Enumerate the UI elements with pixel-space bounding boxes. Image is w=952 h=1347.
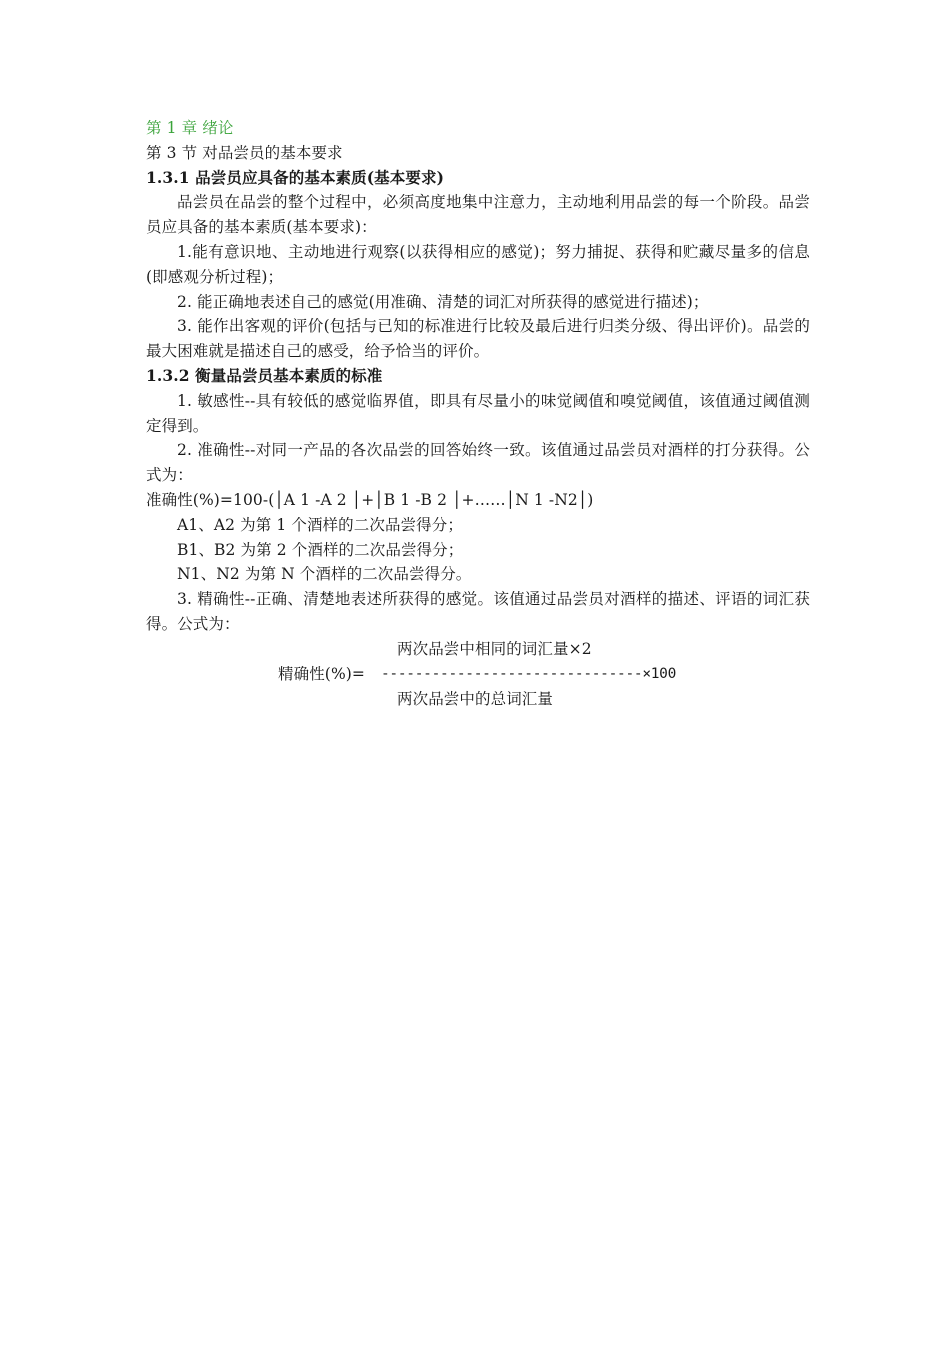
paragraph-intro: 品尝员在品尝的整个过程中，必须高度地集中注意力，主动地利用品尝的每一个阶段。品尝员应具备的基本素质(基本要求)： <box>146 193 810 237</box>
precision-formula <box>146 637 810 711</box>
precision-formula-bar: -------------------------------×100 <box>381 665 677 682</box>
precision-formula-numerator: 两次品尝中相同的词汇量×2 <box>397 639 592 658</box>
heading-1-3-1: 1.3.1 品尝员应具备的基本素质(基本要求) <box>146 167 445 187</box>
chapter-title: 第 1 章 绪论 <box>146 119 234 137</box>
criterion-precision: 3. 精确性--正确、清楚地表述所获得的感觉。该值通过品尝员对酒样的描述、评语的词汇获得。公式为： <box>146 590 810 633</box>
accuracy-formula: 准确性(%)=100-(│A 1 -A 2 │+│B 1 -B 2 │+……│N 1 -N2│) <box>146 490 594 509</box>
section-title: 第 3 节 对品尝员的基本要求 <box>146 143 343 162</box>
document-page <box>146 116 810 711</box>
precision-formula-denominator: 两次品尝中的总词汇量 <box>397 689 554 708</box>
heading-1-3-2: 1.3.2 衡量品尝员基本素质的标准 <box>146 365 383 385</box>
requirement-item-3: 3. 能作出客观的评价(包括与已知的标准进行比较及最后进行归类分级、得出评价)。品尝的最大困难就是描述自己的感受，给予恰当的评价。 <box>146 317 810 361</box>
precision-formula-label: 精确性(%)= <box>278 664 366 683</box>
requirement-item-2: 2. 能正确地表述自己的感觉(用准确、清楚的词汇对所获得的感觉进行描述)； <box>177 292 709 311</box>
definition-a: A1、A2 为第 1 个酒样的二次品尝得分； <box>177 515 463 534</box>
criterion-sensitivity: 1. 敏感性--具有较低的感觉临界值，即具有尽量小的味觉阈值和嗅觉阈值，该值通过阈值测定得到。 <box>146 391 810 435</box>
definition-n: N1、N2 为第 N 个酒样的二次品尝得分。 <box>177 565 472 584</box>
requirement-item-1: 1.能有意识地、主动地进行观察(以获得相应的感觉)；努力捕捉、获得和贮藏尽量多的信息(即感观分析过程)； <box>146 242 810 286</box>
definition-b: B1、B2 为第 2 个酒样的二次品尝得分； <box>177 540 464 559</box>
criterion-accuracy: 2. 准确性--对同一产品的各次品尝的回答始终一致。该值通过品尝员对酒样的打分获得。公式为： <box>146 441 810 485</box>
